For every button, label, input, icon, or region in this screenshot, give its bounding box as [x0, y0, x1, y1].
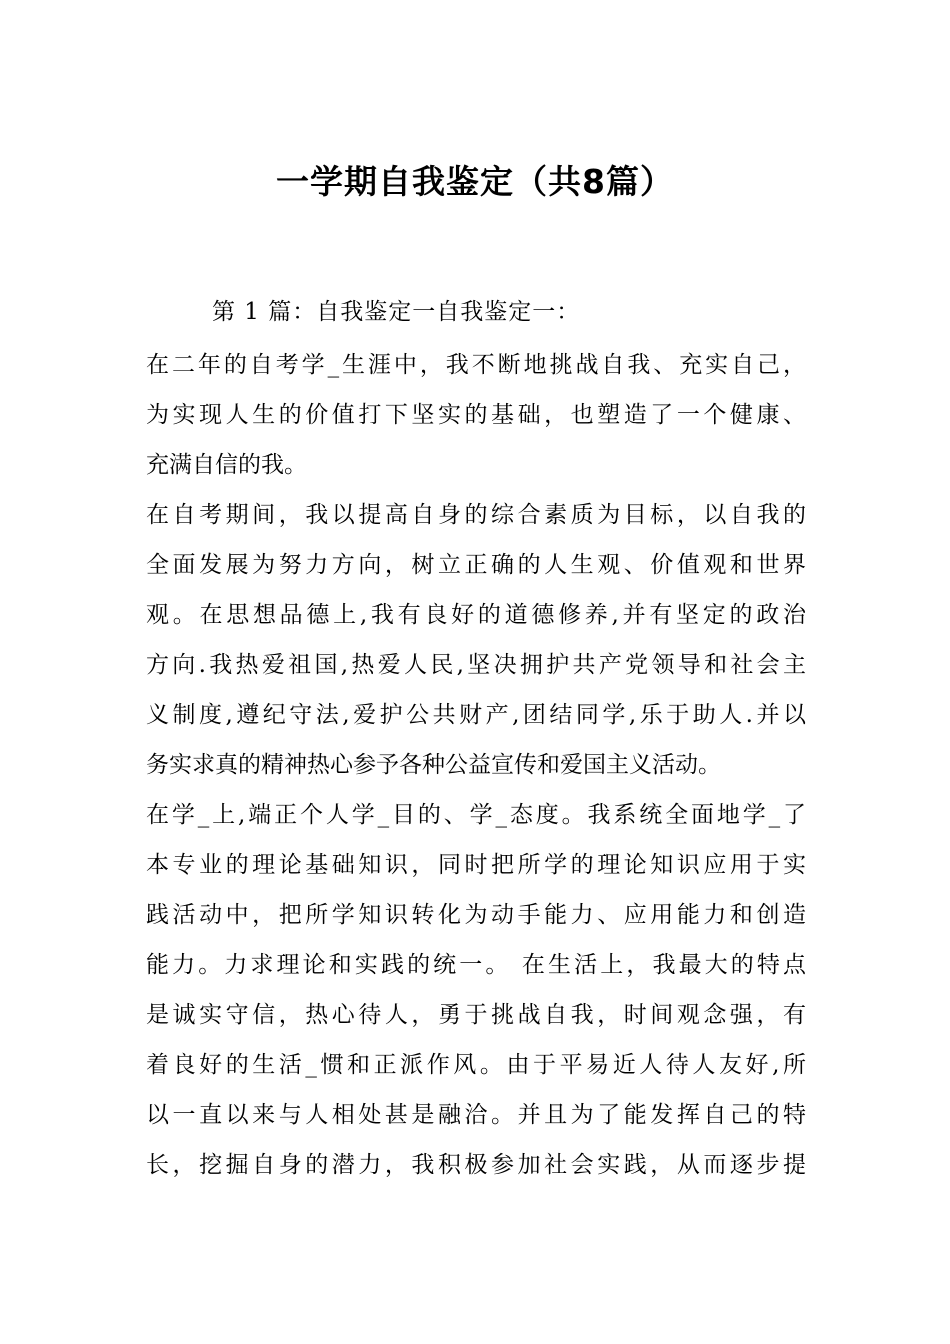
body-line: 全面发展为努力方向，树立正确的人生观、价值观和世界	[146, 552, 806, 578]
body-line: 是诚实守信，热心待人，勇于挑战自我，时间观念强，有	[146, 1002, 806, 1028]
document-title: 一学期自我鉴定（共8篇）	[276, 162, 674, 201]
body-line: 以一直以来与人相处甚是融洽。并且为了能发挥自己的特	[146, 1102, 806, 1128]
body-line: 方向.我热爱祖国,热爱人民,坚决拥护共产党领导和社会主	[146, 652, 806, 678]
body-line: 本专业的理论基础知识，同时把所学的理论知识应用于实	[146, 852, 806, 878]
body-line: 能力。力求理论和实践的统一。 在生活上，我最大的特点	[146, 952, 806, 978]
body-line: 观。在思想品德上,我有良好的道德修养,并有坚定的政治	[146, 602, 806, 628]
body-line: 充满自信的我。	[146, 452, 307, 478]
body-line: 在学_上,端正个人学_目的、学_态度。我系统全面地学_了	[146, 802, 806, 828]
body-line: 务实求真的精神热心参予各种公益宣传和爱国主义活动。	[146, 752, 721, 778]
body-line: 长，挖掘自身的潜力，我积极参加社会实践，从而逐步提	[146, 1152, 806, 1178]
body-line: 践活动中，把所学知识转化为动手能力、应用能力和创造	[146, 902, 806, 928]
body-line: 在自考期间，我以提高自身的综合素质为目标，以自我的	[146, 502, 806, 528]
document-body	[146, 340, 806, 1190]
body-line: 在二年的自考学_生涯中，我不断地挑战自我、充实自己，	[146, 352, 806, 378]
body-line: 为实现人生的价值打下坚实的基础，也塑造了一个健康、	[146, 402, 806, 428]
body-line: 义制度,遵纪守法,爱护公共财产,团结同学,乐于助人.并以	[146, 702, 806, 728]
body-line: 着良好的生活_惯和正派作风。由于平易近人待人友好,所	[146, 1052, 806, 1078]
section-heading: 第 1 篇：自我鉴定一自我鉴定一：	[212, 299, 581, 325]
